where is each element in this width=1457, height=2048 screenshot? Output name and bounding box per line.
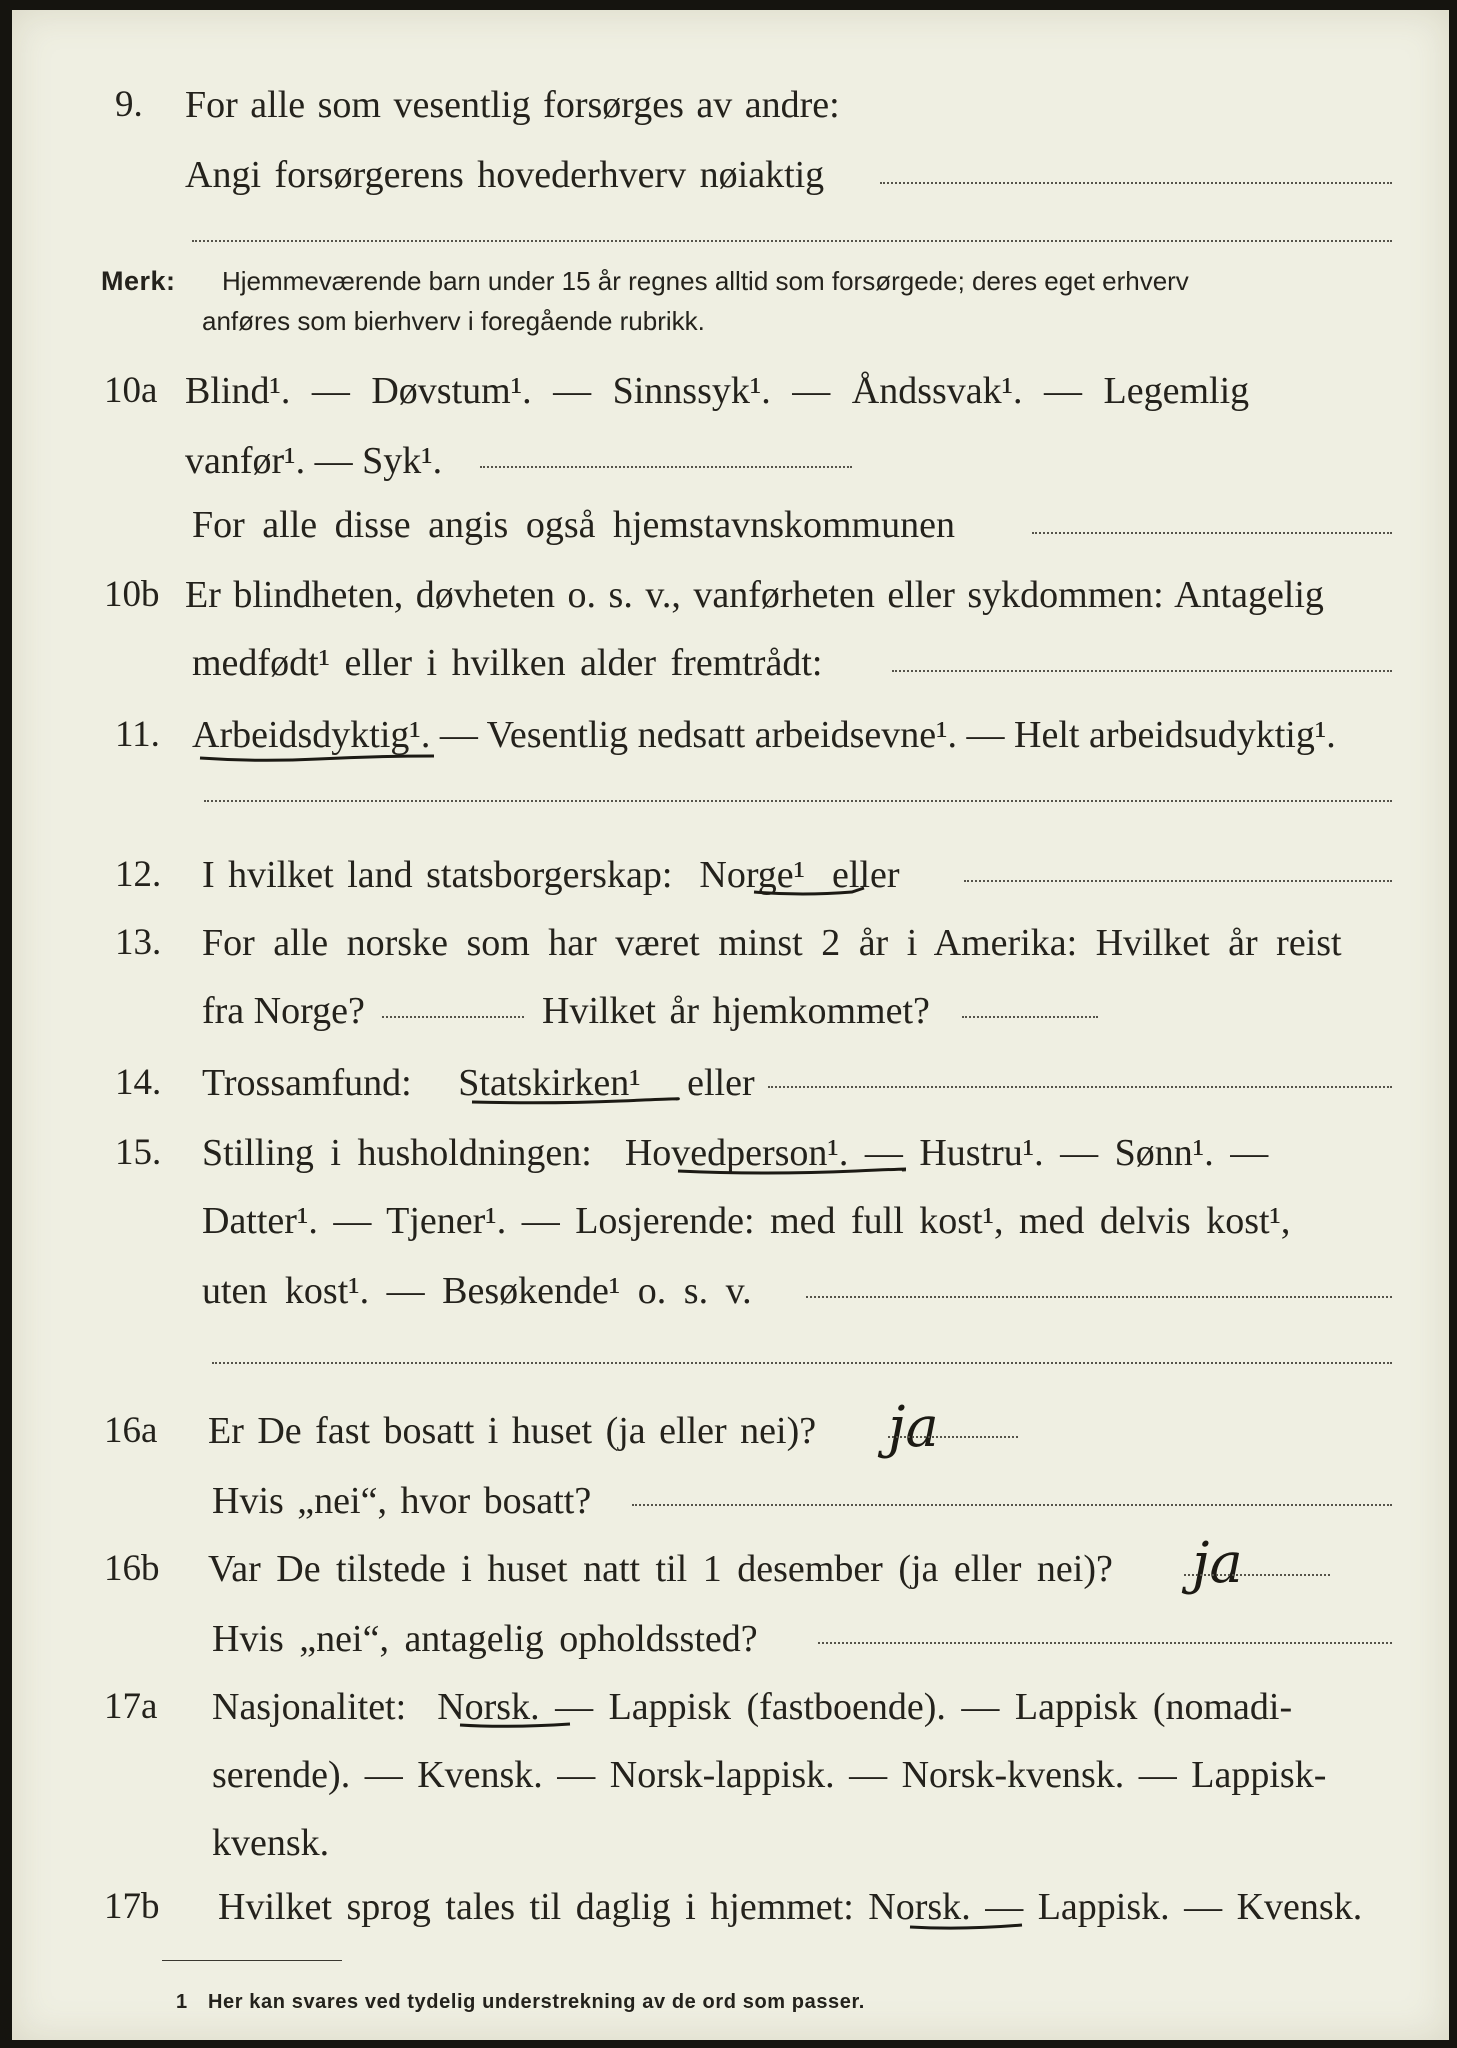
q9-question-line1: For alle som vesentlig forsørges av andre: bbox=[185, 84, 840, 126]
q11-rest: . — Vesentlig nedsatt arbeidsevne¹. — Helt arbeidsudyktig¹. bbox=[420, 714, 1336, 756]
q9-number: 9. bbox=[115, 84, 143, 125]
q9-answer-line[interactable] bbox=[880, 182, 1392, 184]
q9-answer-line-2[interactable] bbox=[192, 240, 1392, 242]
q11-handwritten-underline bbox=[198, 746, 438, 766]
q16b-opholdssted-answer-line[interactable] bbox=[818, 1642, 1392, 1644]
q17a-line2: serende). — Kvensk. — Norsk-lappisk. — Norsk-kvensk. — Lappisk- bbox=[212, 1754, 1327, 1796]
q16b-handwritten-answer[interactable]: ja bbox=[1192, 1531, 1243, 1596]
q11-answer-line[interactable] bbox=[204, 800, 1392, 802]
q14-option-statskirken[interactable]: Statskirken¹ bbox=[458, 1062, 641, 1104]
q10a-line2: vanfør¹. — Syk¹. bbox=[185, 440, 443, 482]
q15-rest1: . — Hustru¹. — Sønn¹. — bbox=[838, 1132, 1269, 1174]
q17a-option-norsk[interactable]: Norsk bbox=[437, 1686, 531, 1728]
q9-question-line2: Angi forsørgerens hovederhverv nøiaktig bbox=[185, 154, 825, 196]
q12-handwritten-underline bbox=[752, 882, 872, 902]
q16a-line2: Hvis „nei“, hvor bosatt? bbox=[212, 1480, 592, 1522]
q10a-line1: Blind¹. — Døvstum¹. — Sinnssyk¹. — Åndssvak¹. — Legemlig bbox=[185, 370, 1250, 412]
q16b-line1: Var De tilstede i huset natt til 1 desember (ja eller nei)? bbox=[208, 1548, 1113, 1590]
q10b-answer-line[interactable] bbox=[892, 670, 1392, 672]
q12-option-norge[interactable]: Norge¹ bbox=[699, 854, 806, 896]
q13-number: 13. bbox=[115, 922, 162, 963]
q15-prefix: Stilling i husholdningen: bbox=[202, 1132, 592, 1174]
footnote-rule bbox=[162, 1960, 342, 1961]
q17a-handwritten-underline bbox=[458, 1714, 574, 1734]
q12-answer-line[interactable] bbox=[964, 880, 1392, 882]
q17a-line3: kvensk. bbox=[212, 1822, 330, 1864]
q17a-number: 17a bbox=[104, 1686, 158, 1727]
q12-prefix: I hvilket land statsborgerskap: bbox=[202, 854, 673, 896]
q11-number: 11. bbox=[115, 714, 160, 755]
q16a-number: 16a bbox=[104, 1410, 158, 1451]
merk-line2: anføres som bierhverv i foregående rubrikk. bbox=[202, 306, 705, 336]
q15-answer-line-2[interactable] bbox=[212, 1362, 1392, 1364]
q17b-rest: . — Lappisk. — Kvensk. bbox=[961, 1886, 1363, 1928]
q16a-bosatt-answer-line[interactable] bbox=[632, 1504, 1392, 1506]
q16a-line1: Er De fast bosatt i huset (ja eller nei)? bbox=[208, 1410, 817, 1452]
q14-handwritten-underline bbox=[470, 1090, 680, 1110]
q16a-answer-line[interactable] bbox=[888, 1436, 1018, 1438]
q17b-line1 bbox=[218, 1888, 1362, 1926]
q10b-number: 10b bbox=[104, 574, 160, 615]
q17a-line1 bbox=[212, 1688, 1292, 1726]
q17b-handwritten-underline bbox=[908, 1916, 1028, 1936]
q13-hjemkommet-answer-line[interactable] bbox=[962, 1016, 1098, 1018]
q15-handwritten-underline bbox=[676, 1160, 906, 1180]
q16b-line2: Hvis „nei“, antagelig opholdssted? bbox=[212, 1618, 758, 1660]
q13-line2a: fra Norge? bbox=[202, 990, 365, 1032]
q17b-prefix: Hvilket sprog tales til daglig i hjemmet: bbox=[218, 1886, 854, 1928]
merk-label: Merk: bbox=[101, 266, 176, 296]
q10b-line2: medfødt¹ eller i hvilken alder fremtrådt: bbox=[192, 642, 823, 684]
footnote-text: Her kan svares ved tydelig understrekning av de ord som passer. bbox=[208, 1991, 865, 2013]
q10b-line1: Er blindheten, døvheten o. s. v., vanførheten eller sykdommen: Antagelig bbox=[185, 574, 1324, 616]
q15-line2: Datter¹. — Tjener¹. — Losjerende: med full kost¹, med delvis kost¹, bbox=[202, 1200, 1291, 1242]
q10a-number: 10a bbox=[104, 370, 158, 411]
q13-line2b: Hvilket år hjemkommet? bbox=[542, 990, 930, 1032]
q10a-answer-line[interactable] bbox=[480, 466, 852, 468]
q12-number: 12. bbox=[115, 854, 162, 895]
q16b-number: 16b bbox=[104, 1548, 160, 1589]
q12-suffix: eller bbox=[832, 854, 900, 896]
q13-line1: For alle norske som har været minst 2 år i Amerika: Hvilket år reist bbox=[202, 922, 1342, 964]
q14-answer-line[interactable] bbox=[768, 1086, 1392, 1088]
q17b-number: 17b bbox=[104, 1886, 160, 1927]
q17a-prefix: Nasjonalitet: bbox=[212, 1686, 407, 1728]
q16a-handwritten-answer[interactable]: ja bbox=[888, 1395, 939, 1460]
q14-suffix: eller bbox=[687, 1062, 755, 1104]
q15-option-hovedperson[interactable]: Hovedperson¹ bbox=[624, 1132, 839, 1174]
q15-line3: uten kost¹. — Besøkende¹ o. s. v. bbox=[202, 1270, 752, 1312]
q16b-answer-line[interactable] bbox=[1184, 1574, 1330, 1576]
q10a-hjemstavn-answer-line[interactable] bbox=[1032, 532, 1392, 534]
q17a-rest1: . — Lappisk (fastboende). — Lappisk (nomadi- bbox=[530, 1686, 1293, 1728]
q11-option-arbeidsdyktig[interactable]: Arbeidsdyktig¹ bbox=[192, 714, 421, 756]
q17b-option-norsk[interactable]: Norsk bbox=[868, 1886, 962, 1928]
census-form-sheet bbox=[12, 10, 1449, 2040]
q13-reist-answer-line[interactable] bbox=[382, 1016, 524, 1018]
q14-prefix: Trossamfund: bbox=[202, 1062, 412, 1104]
q15-answer-line[interactable] bbox=[806, 1296, 1392, 1298]
q14-number: 14. bbox=[115, 1062, 162, 1103]
footnote-mark: 1 bbox=[176, 1991, 188, 2013]
q10a-line3: For alle disse angis også hjemstavnskommunen bbox=[192, 504, 955, 546]
q15-number: 15. bbox=[115, 1132, 162, 1173]
merk-line1: Hjemmeværende barn under 15 år regnes alltid som forsørgede; deres eget erhverv bbox=[222, 266, 1189, 296]
